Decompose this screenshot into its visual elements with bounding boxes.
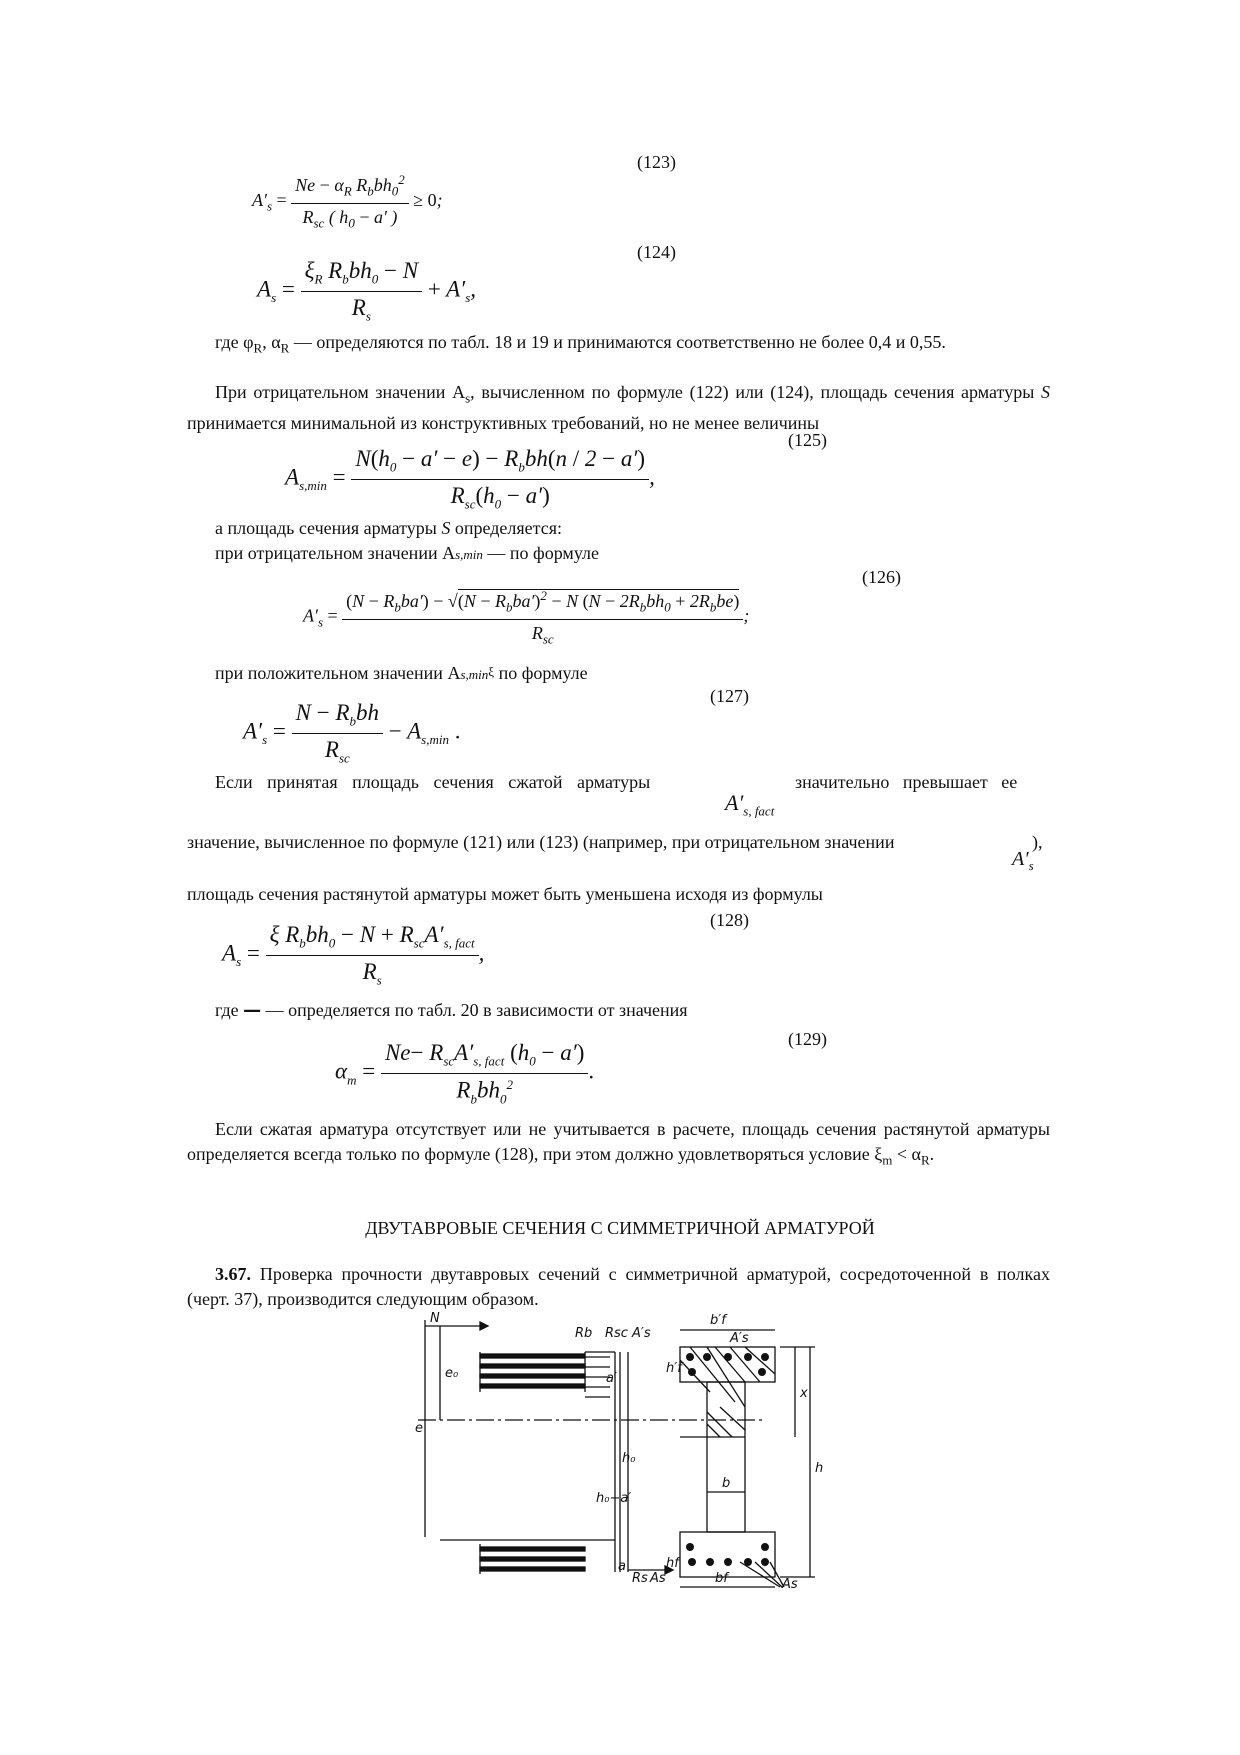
paragraph-negative-value: При отрицательном значении $A_s$, вычисленном по формуле (122) или (124), площадь сечения арматуры S принимается минимальной из конструктивных требований, но не менее величины: [187, 382, 1050, 434]
paragraph-3-67: 3.67. Проверка прочности двутавровых сечений с симметричной арматурой, сосредоточенной в полках (черт. 37), производится следующим образом.: [187, 1264, 1050, 1309]
label-h0-minus-a: h₀−a′: [596, 1491, 632, 1506]
label-rb: Rb: [575, 1326, 593, 1341]
eq-number-125: (125): [788, 430, 827, 450]
label-e0: e₀: [445, 1366, 459, 1381]
formula-123-view: $A'_s$ = $\frac{Ne - \alpha_R R_bbh_0^2}{R_{sc} ( h_0 - a' )}$ ≥ 0;: [252, 172, 443, 231]
eq-number-127: (127): [710, 686, 749, 706]
paragraph-compressed-area-b: значительно превышает ее: [795, 772, 1018, 792]
paragraph-tension-area: площадь сечения растянутой арматуры может быть уменьшена исходя из формулы: [187, 884, 823, 904]
label-as-prime-right: A′s: [730, 1331, 749, 1346]
paragraph-value-computed-a: значение, вычисленное по формуле (121) или (123) (например, при отрицательном значении: [187, 832, 895, 852]
label-as-prime-top: A′s: [632, 1326, 651, 1341]
label-hf: hf: [666, 1556, 679, 1571]
web: [707, 1382, 745, 1532]
section-heading: ДВУТАВРОВЫЕ СЕЧЕНИЯ С СИММЕТРИЧНОЙ АРМАТУРОЙ: [365, 1218, 875, 1238]
formula-129: $\alpha_m$ = $\frac{Ne- R_{sc}A'_{s, fact} (h_0 - a')}{R_bbh_0^2}$ .: [335, 1040, 595, 1106]
paragraph-no-compressed-reinforcement: Если сжатая арматура отсутствует или не учитывается в расчете, площадь сечения растянутой арматуры определяется всегда только по формуле (128), при этом должно удовлетворяться условие $\xi_m < \alpha_R$.: [187, 1119, 1050, 1168]
paragraph-compressed-area-a: Если принятая площадь сечения сжатой арматуры: [215, 772, 651, 792]
label-a: a: [618, 1559, 626, 1574]
formula-123: [252, 172, 443, 231]
label-bf-prime: b′f: [710, 1313, 726, 1328]
eq-number-128: (128): [710, 910, 749, 930]
label-b: b: [722, 1476, 731, 1491]
eq-number-124: (124): [637, 242, 676, 262]
formula-128: $A_s$ = $\frac{\xi R_bbh_0 - N + R_{sc}A'_{s, fact}}{R_s}$ ,: [222, 922, 485, 988]
paragraph-where-phi: где $\varphi_R$, $\alpha_R$ — определяются по табл. 18 и 19 и принимаются соответственно не более 0,4 и 0,55.: [215, 332, 946, 356]
line-area-s-determined: а площадь сечения арматуры S определяется:: [215, 518, 563, 538]
symbol-as-fact: $A'_{s, fact}$: [725, 790, 775, 819]
paragraph-value-computed-b: ),: [1032, 832, 1043, 852]
formula-125: $A_{s,min}$ = $\frac{N(h_0 - a' - e) - R_bbh(n / 2 - a')}{R_{sc}(h_0 - a')}$ ,: [285, 446, 655, 512]
formula-124: $A_s$ = $\frac{\xi_R R_bbh_0 - N}{R_s}$ + $A'_s$,: [257, 258, 477, 324]
force-arrow-head: [480, 1322, 488, 1330]
label-e: e: [415, 1421, 423, 1436]
label-bf: bf: [715, 1571, 728, 1586]
eq-number-129: (129): [788, 1029, 827, 1049]
i-beam-section-diagram: [410, 1312, 880, 1592]
label-h: h: [815, 1461, 824, 1476]
label-n: N: [430, 1312, 440, 1326]
formula-126: $A'_s$ = $\frac{(N - R_bba') - √(N - R_bba')^2 - N (N - 2R_bbh_0 + 2R_bbe)}{R_{sc}}$ ;: [303, 588, 750, 647]
eq-number-123: (123): [637, 152, 676, 172]
label-a-prime: a′: [606, 1371, 617, 1386]
label-as-bottom: As: [650, 1571, 666, 1586]
line-positive-asmin: при положительном значении As,minξ по формуле: [215, 663, 588, 683]
label-rs: Rs: [632, 1571, 648, 1586]
formula-127: $A'_s$ = $\frac{N - R_bbh}{R_{sc}}$ − $A_{s,min}$ .: [243, 700, 461, 766]
label-hf-prime: h′f: [666, 1361, 682, 1376]
label-h0: h₀: [622, 1451, 636, 1466]
label-rsc: Rsc: [605, 1326, 628, 1341]
symbol-as-prime: $A'_s$: [1012, 848, 1034, 873]
label-as: As: [782, 1577, 798, 1592]
label-x: x: [800, 1386, 808, 1401]
eq-number-126: (126): [862, 567, 901, 587]
line-negative-asmin: при отрицательном значении As,min — по формуле: [215, 543, 600, 563]
paragraph-where-dash: где — — определяется по табл. 20 в зависимости от значения: [215, 1000, 688, 1021]
